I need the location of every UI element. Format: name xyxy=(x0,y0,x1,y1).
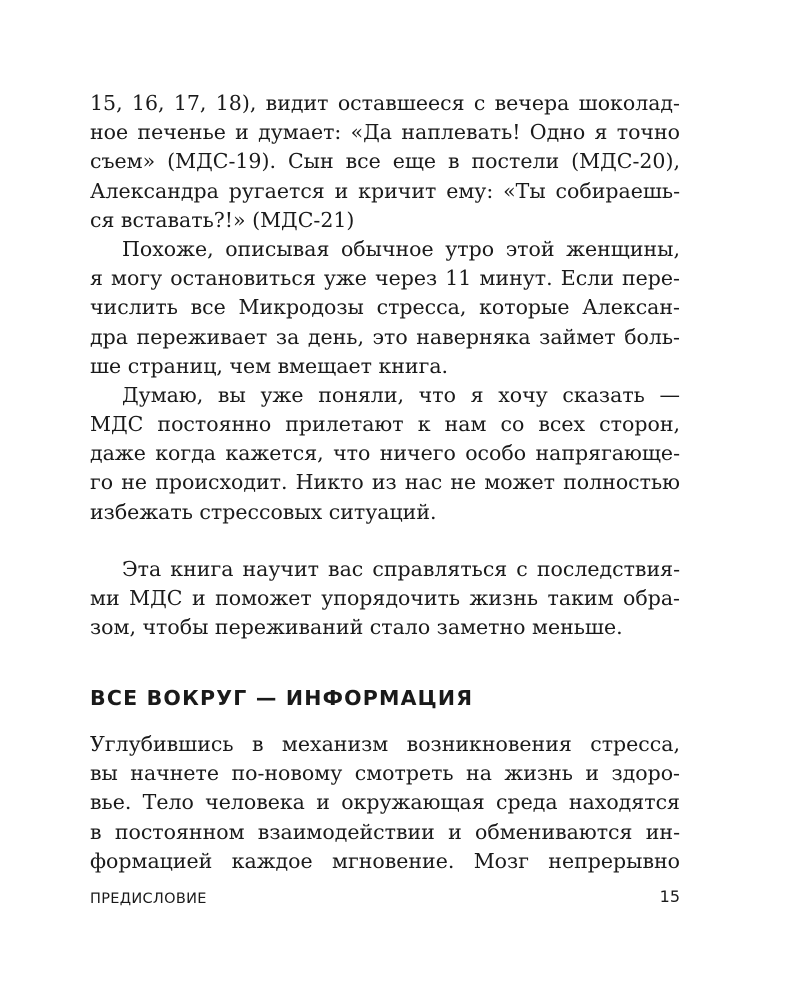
text-line: Эта книга научит вас справляться с последствия- xyxy=(122,557,680,581)
text-line: Думаю, вы уже поняли, что я хочу сказать — xyxy=(122,382,680,407)
text-line: ми МДС и поможет упорядочить жизнь таким обра- xyxy=(90,586,680,611)
text-line: в постоянном взаимодействии и обмениваются ин- xyxy=(90,819,680,844)
text-line: формацией каждое мгновение. Мозг непрерывно xyxy=(90,848,680,873)
body-text-section xyxy=(90,730,680,876)
text-line: вье. Тело человека и окружающая среда находятся xyxy=(90,790,680,815)
page-number: 15 xyxy=(659,887,680,906)
text-line: Углубившись в механизм возникновения стресса, xyxy=(90,732,680,756)
running-footer-section: ПРЕДИСЛОВИЕ xyxy=(90,891,207,907)
body-text-top xyxy=(90,89,680,527)
text-line: го не происходит. Никто из нас не может полностью xyxy=(90,470,680,495)
text-line: зом, чтобы переживаний стало заметно меньше. xyxy=(90,615,623,640)
text-line: числить все Микродозы стресса, которые Алексан- xyxy=(90,295,680,320)
text-line: ше страниц, чем вмещает книга. xyxy=(90,353,449,378)
text-line: вы начнете по-новому смотреть на жизнь и здоро- xyxy=(90,761,680,786)
text-line: Александра ругается и кричит ему: «Ты собираешь- xyxy=(90,178,680,203)
text-line: я могу остановиться уже через 11 минут. Если пере- xyxy=(90,266,680,291)
text-line: съем» (МДС-19). Сын все еще в постели (МДС-20), xyxy=(90,149,680,174)
text-line: Похоже, описывая обычное утро этой женщины, xyxy=(122,236,680,261)
text-line: ся вставать?!» (МДС-21) xyxy=(90,207,355,232)
text-line: 15, 16, 17, 18), видит оставшееся с вечера шоколад- xyxy=(90,91,680,115)
text-line: дра переживает за день, это наверняка займет боль- xyxy=(90,324,680,349)
body-text-middle xyxy=(90,555,680,643)
section-heading: ВСЕ ВОКРУГ — ИНФОРМАЦИЯ xyxy=(90,686,474,710)
text-line: ное печенье и думает: «Да наплевать! Одно я точно xyxy=(90,120,680,145)
text-line: МДС постоянно прилетают к нам со всех сторон, xyxy=(90,412,680,437)
text-line: избежать стрессовых ситуаций. xyxy=(90,499,437,524)
text-line: даже когда кажется, что ничего особо напрягающе- xyxy=(90,441,680,466)
